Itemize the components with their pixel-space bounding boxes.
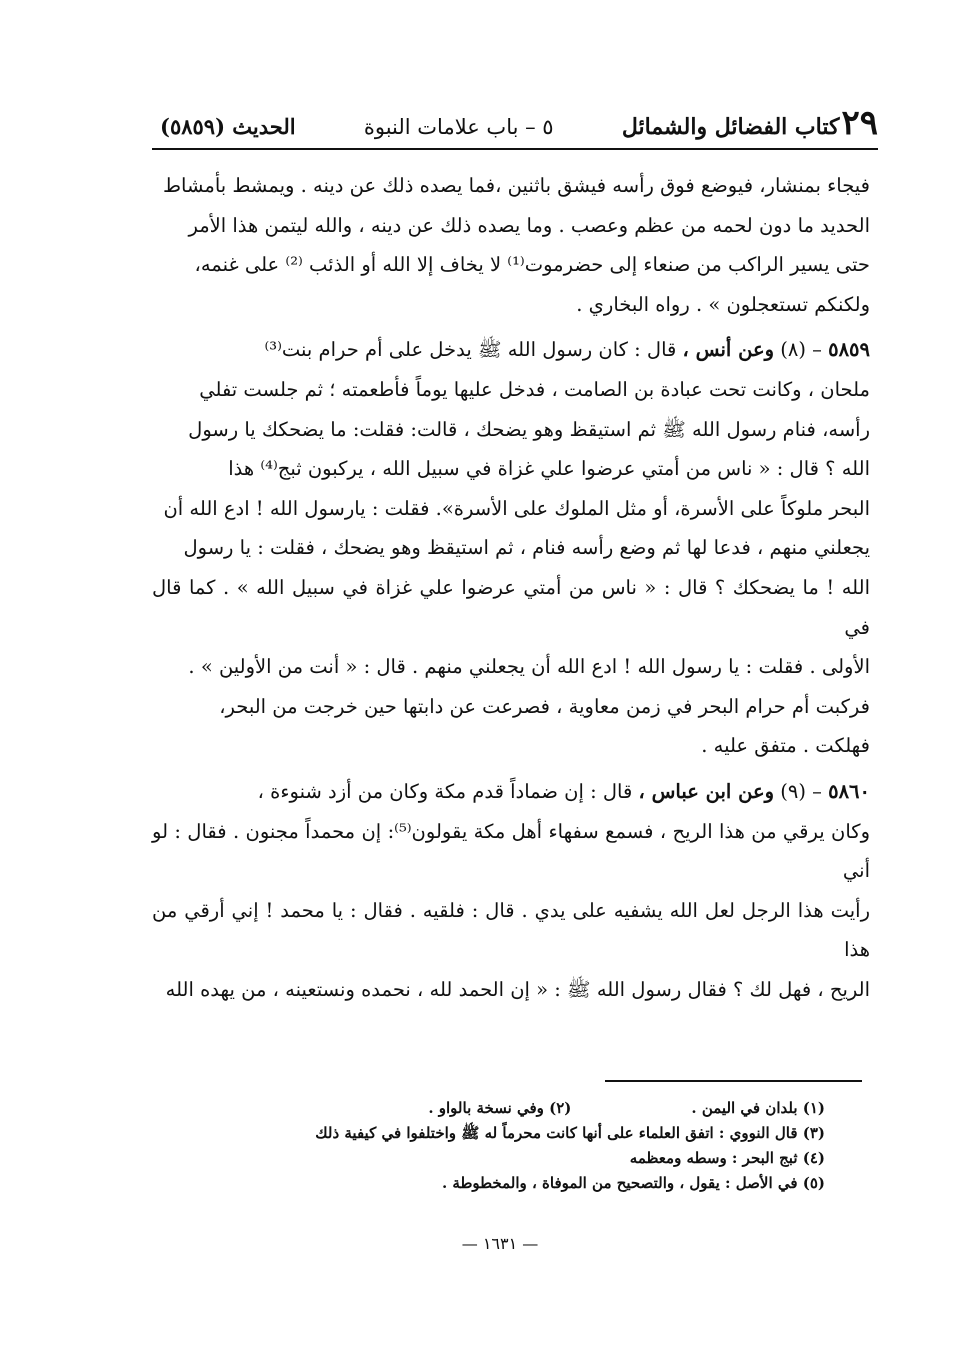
book-title: كتاب الفضائل والشمائل <box>621 114 840 140</box>
footnote-3: (٣) قال النووي : اتفق العلماء على أنها كانت محرماً له ﷺ واختلفوا في كيفية ذلك <box>315 1124 825 1142</box>
hadith-opening-line <box>152 330 870 370</box>
text-line: الله ؟ قال : « ناس من أمتي عرضوا علي غزاة في سبيل الله ، يركبون ثبج⁽⁴⁾ هذا <box>228 457 870 481</box>
text-line: رأيت هذا الرجل لعل الله يشفيه على يدي . قال : فلقيه . فقال : يا محمد ! إني أرقي من هذا <box>152 898 870 962</box>
hadith-number: ٥٨٦٠ <box>828 779 870 803</box>
text-line: حتى يسير الراكب من صنعاء إلى حضرموت⁽¹⁾ لا يخاف إلا الله أو الذئب ⁽²⁾ على غنمه، <box>194 253 870 277</box>
footnote-4: (٤) ثبج البحر : وسطه ومعظمه <box>629 1149 825 1167</box>
text-line: ملحان ، وكانت تحت عبادة بن الصامت ، فدخل عليها يوماً فأطعمته ؛ ثم جلست تفلي <box>199 377 870 401</box>
footnote-2: (٢) وفي نسخة بالواو . <box>428 1099 572 1117</box>
hadith-opening-line <box>152 772 870 812</box>
text-line: الحديد ما دون لحمه من عظم وعصب . وما يصده ذلك عن دينه ، والله ليتمن هذا الأمر <box>188 213 870 237</box>
narrator: وعن أنس ، <box>682 338 775 362</box>
text-line: الريح ، فهل لك ؟ فقال رسول الله ﷺ : « إن الحمد لله ، نحمده ونستعينه ، من يهده الله <box>165 977 870 1001</box>
header-rule <box>152 148 878 150</box>
page-number: — ١٦٣١ — <box>461 1234 539 1253</box>
hadith-label: الحديث (٥٨٥٩) <box>160 114 296 139</box>
text-segment: قال : كان رسول الله ﷺ يدخل على أم حرام بنت⁽³⁾ <box>264 338 677 362</box>
text-line: فهلكت . متفق عليه . <box>701 734 870 758</box>
footnote-row <box>180 1096 825 1121</box>
footnotes <box>180 1096 825 1196</box>
text-segment: قال : إن ضماداً قدم مكة وكان من أزد شنوءة ، <box>257 779 633 803</box>
text-line: فركبت أم حرام البحر في زمن معاوية ، فصرعت عن دابتها حين خرجت من البحر، <box>219 694 870 718</box>
text-line: رأسه، فنام رسول الله ﷺ ثم استيقظ وهو يضحك ، قالت: فقلت: ما يضحكك يا رسول <box>188 417 870 441</box>
header-book <box>621 103 878 143</box>
hadith-number: ٥٨٥٩ <box>828 338 870 362</box>
text-line: ولكنكم تستعجلون » . رواه البخاري . <box>576 292 870 316</box>
text-line: يجعلني منهم ، فدعا لها ثم وضع رأسه فنام ، ثم استيقظ وهو يضحك ، فقلت : يا رسول <box>183 536 870 560</box>
text-line: البحر ملوكاً على الأسرة، أو مثل الملوك على الأسرة». فقلت : يارسول الله ! ادع الله أن <box>163 496 870 520</box>
main-text <box>152 166 870 1009</box>
footnote-rule <box>605 1080 862 1082</box>
narrator: وعن ابن عباس ، <box>638 779 775 803</box>
chapter-title: ٥ – باب علامات النبوة <box>363 115 554 139</box>
hadith-index: – (٨) <box>780 338 822 362</box>
text-line: وكان يرقي من هذا الريح ، فسمع سفهاء أهل مكة يقولون⁽⁵⁾: إن محمداً مجنون . فقال : لو أني <box>152 819 870 883</box>
text-line: فيجاء بمنشار، فيوضع فوق رأسه فيشق باثنين ،فما يصده ذلك عن دينه . ويمشط بأمشاط <box>163 174 870 197</box>
volume-number: ٢٩ <box>841 103 878 143</box>
footnote-1: (١) بلدان في اليمن . <box>691 1099 825 1117</box>
hadith-index: – (٩) <box>780 779 822 803</box>
running-header <box>160 92 878 143</box>
footnote-5: (٥) في الأصل : يقول ، والتصحيح من الموفاة ، والمخطوطة . <box>441 1174 825 1192</box>
text-line: الأولى . فقلت : يا رسول الله ! ادع الله أن يجعلني منهم . قال : « أنت من الأولين » . <box>188 655 870 679</box>
text-line: الله ! ما يضحكك ؟ قال : « ناس من أمتي عرضوا علي غزاة في سبيل الله » . كما قال في <box>152 575 870 639</box>
